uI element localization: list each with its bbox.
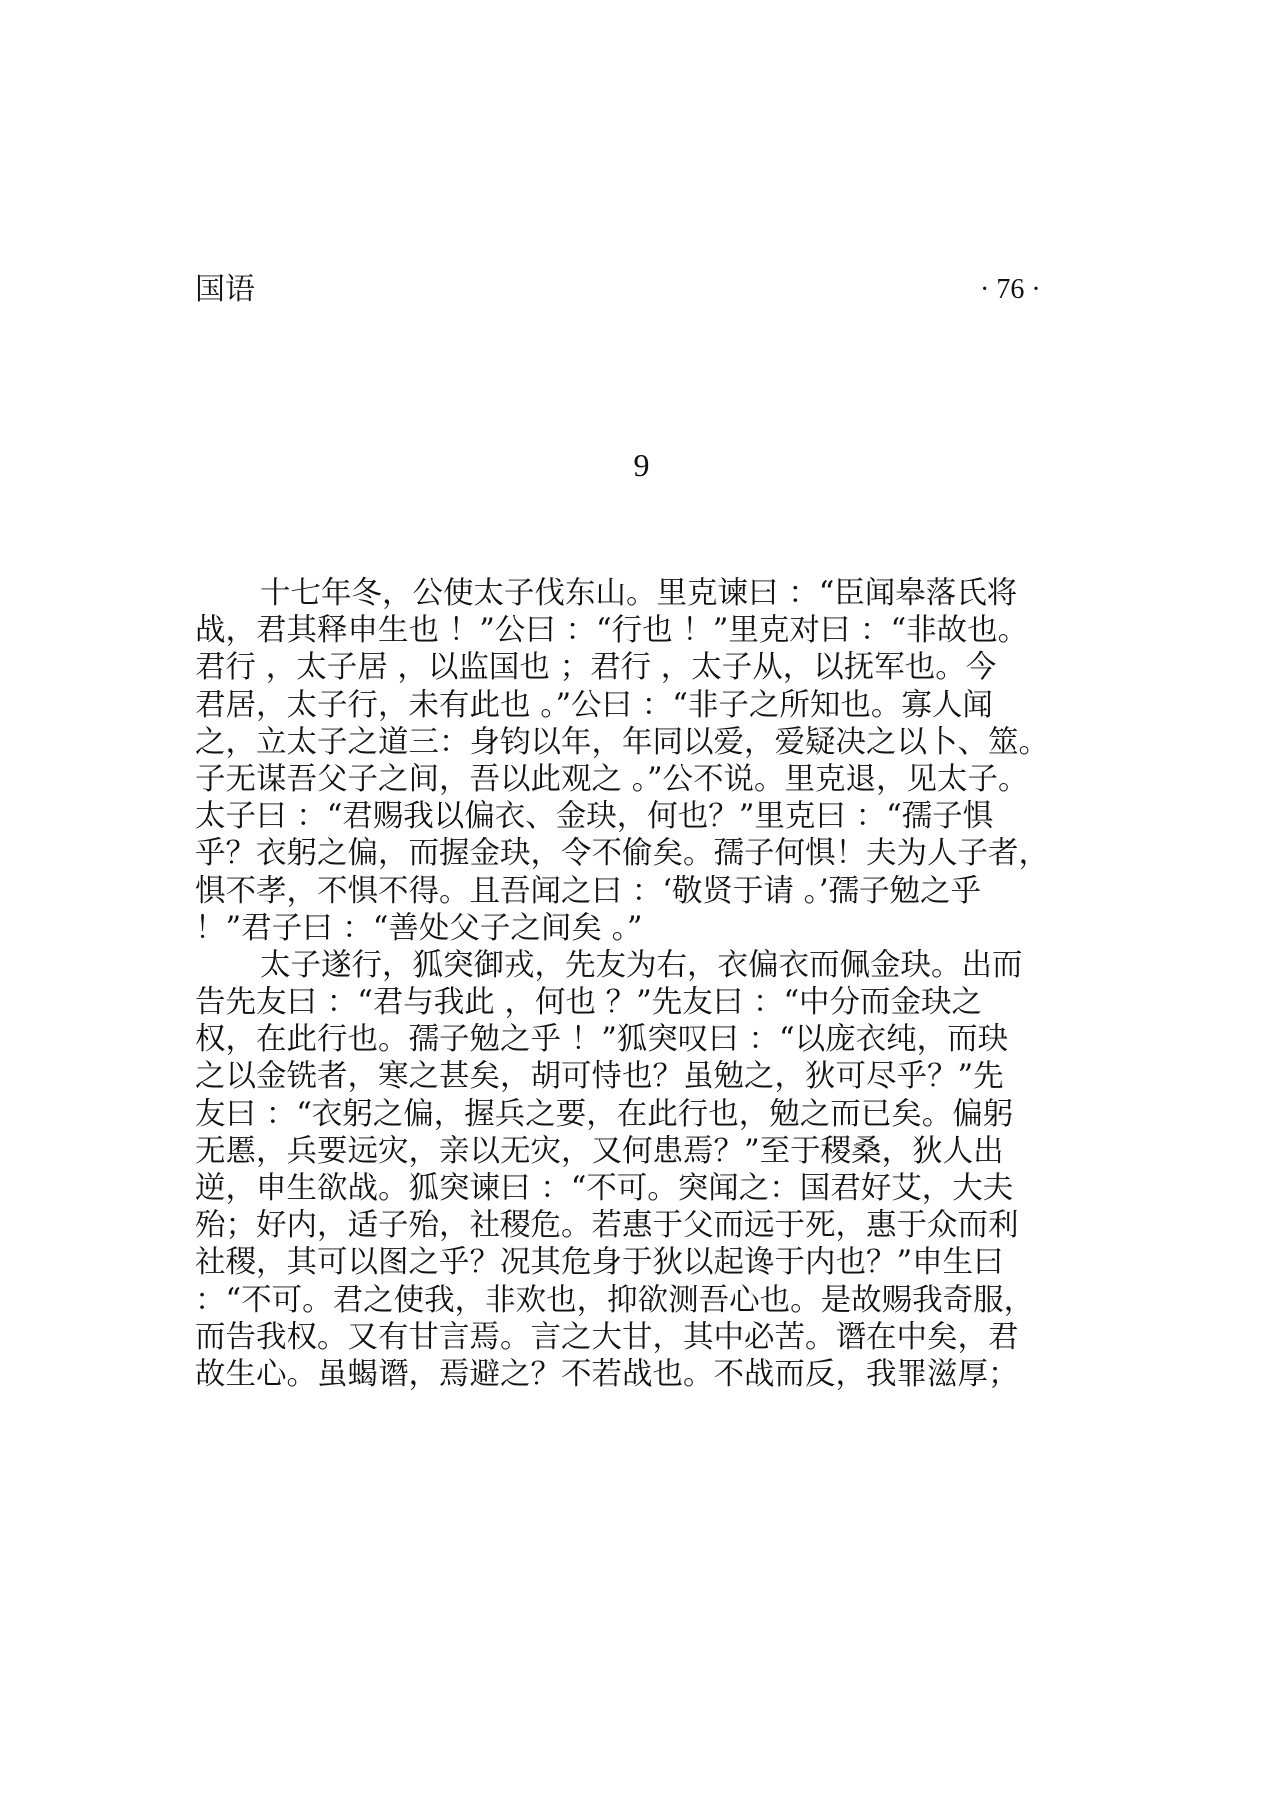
text-line: 之以金铣者，寒之甚矣，胡可恃也？虽勉之，狄可尽乎？”先	[195, 1059, 1004, 1095]
text-line: 告先友曰 ：“君与我此 ，何也 ？”先友曰 ：“中分而金玦之	[195, 985, 983, 1021]
text-line: 战，君其释申生也 ！”公曰 ：“行也 ！”里克对曰 ：“非故也。	[195, 613, 1029, 649]
page-number: · 76 ·	[980, 274, 1041, 305]
text-line: 惧不孝，不惧不得。且吾闻之曰 ：‘敬贤于请 。’孺子勉之乎	[195, 873, 982, 909]
text-line: 乎？衣躬之偏，而握金玦，令不偷矣。孺子何惧！夫为人子者，	[195, 836, 1049, 872]
text-line: 逆，申生欲战。狐突谏曰 ：“不可。突闻之：国君好艾，大夫	[195, 1171, 1014, 1206]
section-number: 9	[633, 447, 650, 483]
book-title: 国语	[195, 272, 255, 307]
text-line: 殆；好内，适子殆，社稷危。若惠于父而远于死，惠于众而利	[195, 1208, 1019, 1244]
text-line: 无慝，兵要远灾，亲以无灾，又何患焉？”至于稷桑，狄人出	[195, 1133, 1004, 1169]
text-line: 君行 ，太子居 ，以监国也 ；君行 ，太子从，以抚军也。今	[195, 650, 997, 686]
text-line: ！”君子曰 ：“善处父子之间矣 。”	[195, 910, 643, 946]
text-line: 太子遂行，狐突御戎，先友为右，衣偏衣而佩金玦。出而	[260, 947, 1023, 983]
text-line: ：“不可。君之使我，非欢也，抑欲测吾心也。是故赐我奇服，	[195, 1282, 1035, 1318]
text-line: 太子曰 ：“君赐我以偏衣、金玦，何也？”里克曰 ：“孺子惧	[195, 799, 994, 835]
text-line: 社稷，其可以图之乎？况其危身于狄以起谗于内也？”申生曰	[195, 1245, 1004, 1281]
text-line: 之，立太子之道三：身钧以年，年同以爱，爱疑决之以卜、筮。	[195, 724, 1049, 760]
body-text	[195, 575, 1115, 1393]
text-line: 友曰 ：“衣躬之偏，握兵之要，在此行也，勉之而已矣。偏躬	[195, 1096, 1014, 1132]
text-line: 十七年冬，公使太子伐东山。里克谏曰 ：“臣闻皋落氏将	[260, 576, 1018, 611]
text-line: 君居，太子行，未有此也 。”公曰 ：“非子之所知也。寡人闻	[195, 687, 993, 723]
text-line: 故生心。虽蝎谮，焉避之？不若战也。不战而反，我罪滋厚；	[195, 1356, 1019, 1392]
text-line: 而告我权。又有甘言焉。言之大甘，其中必苦。谮在中矣，君	[195, 1319, 1019, 1355]
text-line: 权，在此行也。孺子勉之乎 ！”狐突叹曰 ：“以庞衣纯，而玦	[195, 1022, 1009, 1058]
text-line: 子无谋吾父子之间，吾以此观之 。”公不说。里克退，见太子。	[195, 761, 1029, 797]
